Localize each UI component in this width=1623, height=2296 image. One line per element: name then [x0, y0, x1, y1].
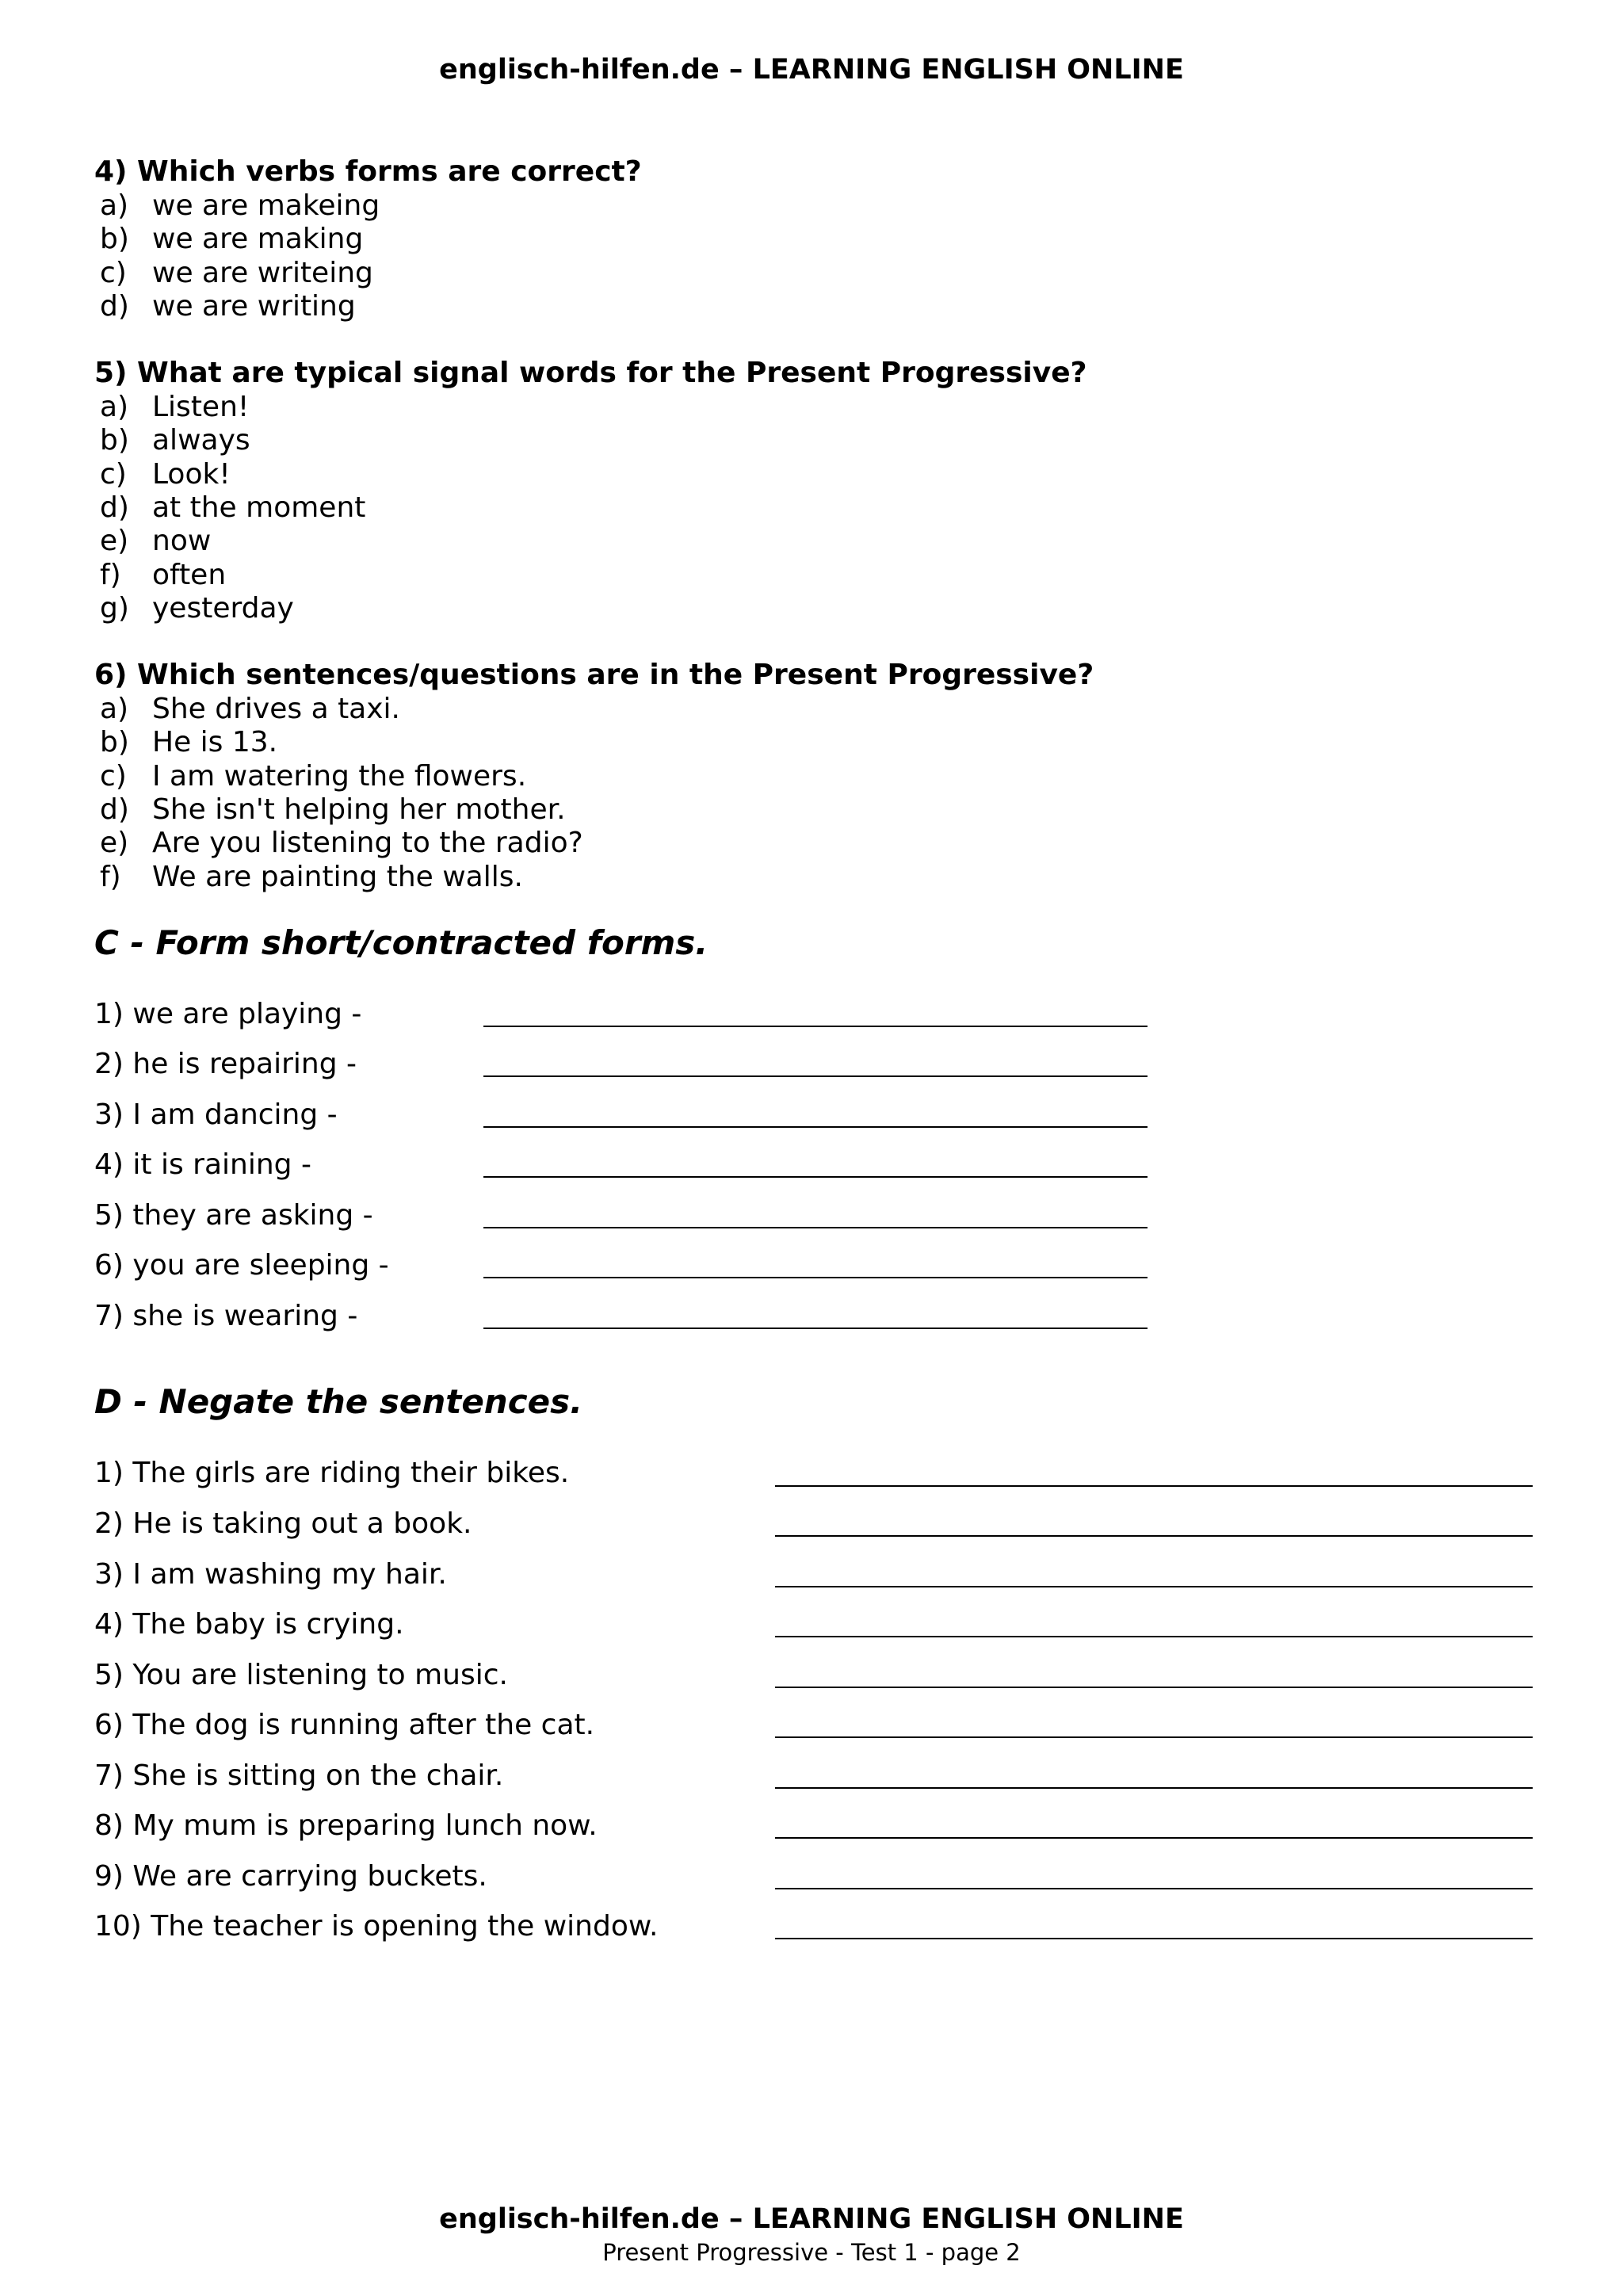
question-5-option-e: [100, 525, 211, 557]
option-text: always: [152, 424, 250, 457]
question-4-option-a: [100, 189, 380, 222]
option-text: often: [152, 559, 227, 591]
answer-line-d10[interactable]: [775, 1938, 1533, 1939]
section-c-item-5: 5) they are asking -: [94, 1199, 373, 1232]
question-4-option-d: [100, 290, 356, 323]
option-letter: b): [100, 223, 129, 255]
question-5-option-f: [100, 559, 226, 591]
option-text: I am watering the flowers.: [152, 760, 527, 793]
section-d-item-1: 1) The girls are riding their bikes.: [94, 1457, 570, 1489]
answer-line-c1[interactable]: [483, 1026, 1148, 1027]
question-6-option-b: [100, 726, 277, 758]
section-d-item-9: 9) We are carrying buckets.: [94, 1860, 487, 1893]
option-text: Listen!: [152, 391, 250, 423]
option-letter: d): [100, 793, 129, 826]
option-letter: c): [100, 760, 127, 793]
section-d-item-10: 10) The teacher is opening the window.: [94, 1910, 659, 1943]
section-c-item-7: 7) she is wearing -: [94, 1300, 358, 1332]
question-5-title: 5) What are typical signal words for the Present Progressive?: [94, 357, 1087, 389]
question-6-option-d: [100, 793, 566, 826]
section-d-item-3: 3) I am washing my hair.: [94, 1558, 447, 1591]
option-text: at the moment: [152, 491, 366, 524]
section-d-item-6: 6) The dog is running after the cat.: [94, 1709, 595, 1741]
answer-line-d7[interactable]: [775, 1787, 1533, 1789]
option-text: yesterday: [152, 592, 294, 625]
option-text: Are you listening to the radio?: [152, 827, 583, 859]
answer-line-c7[interactable]: [483, 1328, 1148, 1329]
answer-line-c3[interactable]: [483, 1126, 1148, 1128]
option-text: we are making: [152, 223, 364, 255]
option-letter: a): [100, 189, 129, 222]
option-letter: b): [100, 726, 129, 758]
option-letter: b): [100, 424, 129, 457]
answer-line-d5[interactable]: [775, 1687, 1533, 1688]
question-5-option-c: [100, 458, 231, 491]
answer-line-c5[interactable]: [483, 1227, 1148, 1228]
page-header: englisch-hilfen.de – LEARNING ENGLISH ONLINE: [439, 54, 1184, 86]
option-letter: f): [100, 861, 121, 893]
option-text: we are writing: [152, 290, 356, 323]
option-text: now: [152, 525, 212, 557]
answer-line-d4[interactable]: [775, 1636, 1533, 1637]
answer-line-d2[interactable]: [775, 1535, 1533, 1537]
question-4-title: 4) Which verbs forms are correct?: [94, 155, 642, 188]
question-4-option-b: [100, 223, 363, 255]
section-c-item-3: 3) I am dancing -: [94, 1098, 338, 1131]
answer-line-c6[interactable]: [483, 1277, 1148, 1278]
answer-line-d8[interactable]: [775, 1837, 1533, 1839]
option-text: He is 13.: [152, 726, 278, 758]
option-text: we are makeing: [152, 189, 380, 222]
option-text: we are writeing: [152, 257, 373, 289]
option-letter: a): [100, 693, 129, 725]
option-letter: c): [100, 458, 127, 491]
option-text: We are painting the walls.: [152, 861, 523, 893]
section-d-item-5: 5) You are listening to music.: [94, 1659, 508, 1691]
question-5-option-a: [100, 391, 249, 423]
section-d-item-8: 8) My mum is preparing lunch now.: [94, 1809, 598, 1842]
option-letter: c): [100, 257, 127, 289]
section-d-item-2: 2) He is taking out a book.: [94, 1507, 472, 1540]
option-letter: f): [100, 559, 121, 591]
option-text: Look!: [152, 458, 231, 491]
question-6-option-c: [100, 760, 526, 793]
option-letter: d): [100, 290, 129, 323]
option-letter: e): [100, 827, 129, 859]
question-6-title: 6) Which sentences/questions are in the Present Progressive?: [94, 659, 1094, 691]
page-footer-subtitle: Present Progressive - Test 1 - page 2: [602, 2239, 1021, 2266]
section-c-title: C - Form short/contracted forms.: [94, 923, 708, 962]
question-4-option-c: [100, 257, 373, 289]
section-c-item-2: 2) he is repairing -: [94, 1048, 357, 1080]
option-letter: d): [100, 491, 129, 524]
option-letter: a): [100, 391, 129, 423]
answer-line-c2[interactable]: [483, 1075, 1148, 1077]
question-6-option-a: [100, 693, 400, 725]
answer-line-d3[interactable]: [775, 1586, 1533, 1587]
option-letter: g): [100, 592, 129, 625]
section-d-title: D - Negate the sentences.: [94, 1382, 583, 1421]
section-d-item-4: 4) The baby is crying.: [94, 1608, 404, 1641]
option-letter: e): [100, 525, 129, 557]
section-d-item-7: 7) She is sitting on the chair.: [94, 1759, 504, 1792]
answer-line-c4[interactable]: [483, 1176, 1148, 1178]
question-6-option-e: [100, 827, 583, 859]
page-footer-title: englisch-hilfen.de – LEARNING ENGLISH ONLINE: [439, 2203, 1184, 2235]
answer-line-d9[interactable]: [775, 1888, 1533, 1889]
option-text: She isn't helping her mother.: [152, 793, 566, 826]
question-5-option-b: [100, 424, 250, 457]
answer-line-d1[interactable]: [775, 1485, 1533, 1487]
section-c-item-1: 1) we are playing -: [94, 998, 362, 1030]
question-6-option-f: [100, 861, 523, 893]
option-text: She drives a taxi.: [152, 693, 400, 725]
answer-line-d6[interactable]: [775, 1736, 1533, 1738]
question-5-option-g: [100, 592, 294, 625]
question-5-option-d: [100, 491, 365, 524]
section-c-item-6: 6) you are sleeping -: [94, 1249, 389, 1282]
section-c-item-4: 4) it is raining -: [94, 1148, 311, 1181]
